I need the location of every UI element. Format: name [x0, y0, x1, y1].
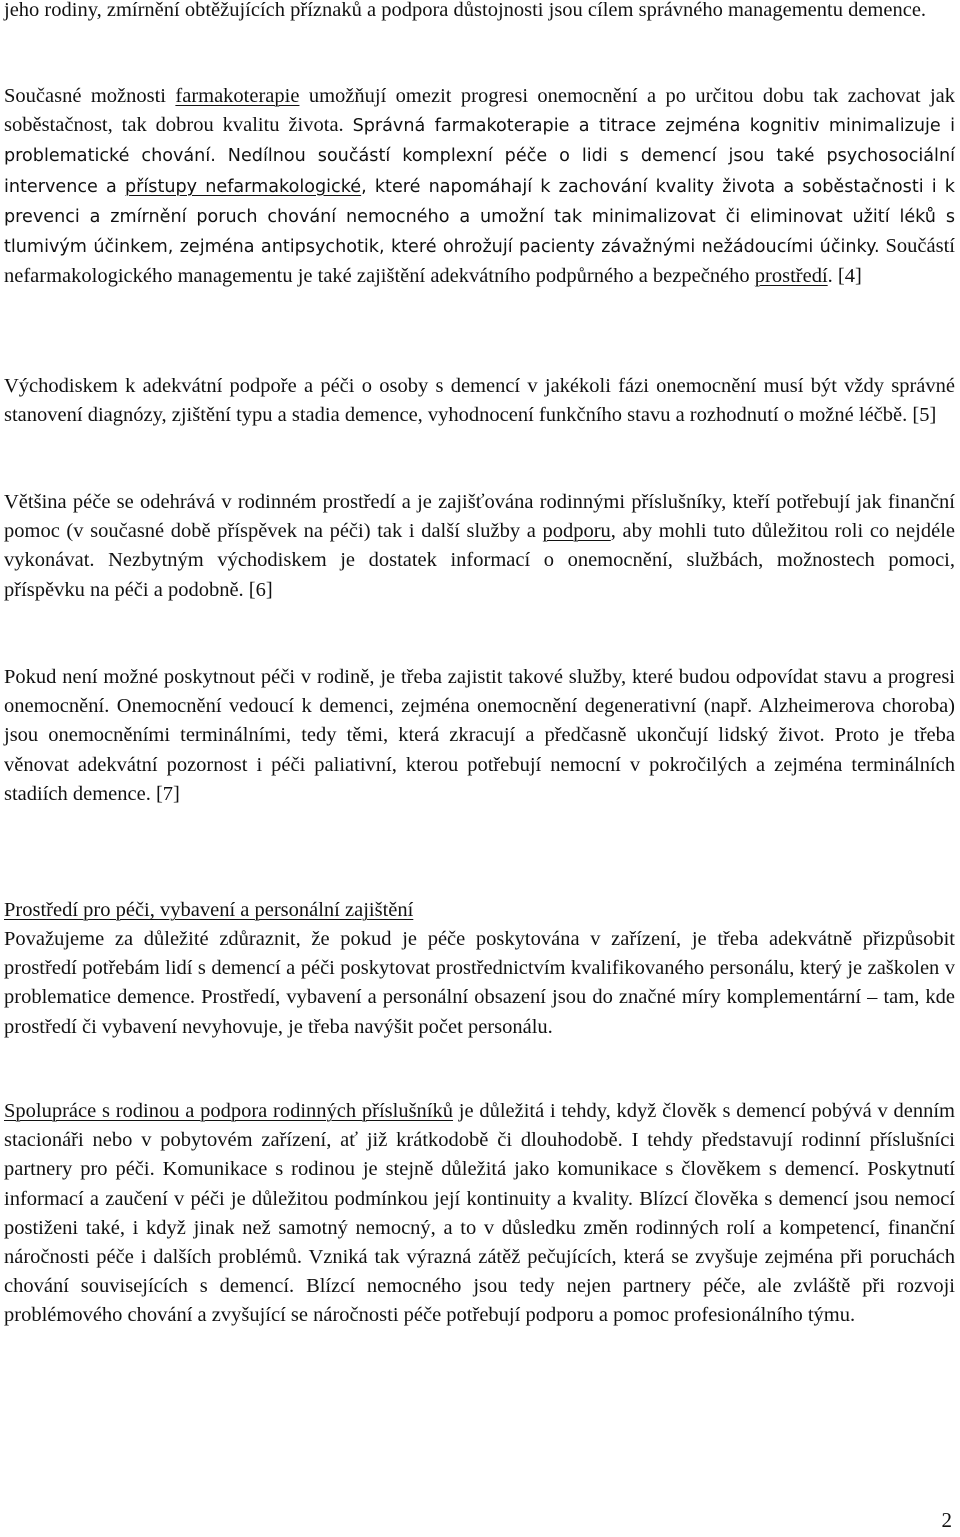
- paragraph-5-text: Pokud není možné poskytnout péči v rodině, je třeba zajistit takové služby, které budou odpovídat stavu a progresi onemocnění. Onemocnění vedoucí k demenci, zejména onemocnění degenerativní (např. Alzheimerova choroba) jsou onemocněními terminálními, tedy těmi, která zkracují a předčasně ukončují lidský život. Proto je třeba věnovat adekvátní pozornost i péči paliativní, kterou potřebují nemocní v pokročilých a zejména terminálních stadiích demence. [7]: [4, 666, 955, 805]
- paragraph-2: [4, 82, 955, 291]
- paragraph-5: [4, 663, 955, 809]
- paragraph-2-sans-text-2: Nedílnou součástí komplexní péče o lidi s demencí jsou také psychosociální intervence a: [4, 146, 955, 197]
- paragraph-1: [4, 0, 926, 25]
- paragraph-2-text-d: . [4]: [827, 265, 862, 288]
- paragraph-2-text-a: Současné možnosti: [4, 85, 176, 107]
- paragraph-2-text-c: Součástí nefarmakologického managementu je také zajištění adekvátního podpůrného a bezpečného: [4, 235, 956, 288]
- paragraph-7: [4, 1097, 955, 1331]
- spoluprace-s-rodinou-link[interactable]: Spolupráce s rodinou a podpora rodinných příslušníků: [4, 1100, 454, 1122]
- paragraph-2-sans-text-1: Správná farmakoterapie a titrace zejména kognitiv minimalizuje i problematické chování.: [4, 116, 955, 167]
- section-heading-link[interactable]: Prostředí pro péči, vybavení a personální zajištění: [4, 899, 414, 921]
- paragraph-7-text: je důležitá i tehdy, když člověk s demencí pobývá v denním stacionáři nebo v pobytovém zařízení, ať již krátkodobě či dlouhodobě. I tehdy představují rodinní příslušníci partnery pro péči. Komunikace s rodinou je stejně důležitá jako komunikace s člověkem s demencí. Poskytnutí informací a zaučení v péči je důležitou podmínkou její kontinuity a kvality. Blízcí člověka s demencí jsou nemocí postiženi také, i když jinak než samotný nemocný, a to v důsledku změn rodinných rolí a kompetencí, finanční náročnosti péče i dalších problémů. Vzniká tak výrazná zátěž pečujících, která se zvyšuje zejména při poruchách chování souvisejících s demencí. Blízcí nemocného jsou tedy nejen partnery péče, ale zvláště při rozvoji problémového chování a zvyšující se náročnosti péče potřebují podporu a pomoc profesionálního týmu.: [4, 1100, 956, 1327]
- section-heading: [4, 896, 413, 925]
- nefarmakologicke-pristupy-link[interactable]: přístupy nefarmakologické: [124, 176, 362, 197]
- paragraph-4-text-b: , aby mohli tuto důležitou roli co nejdéle vykonávat. Nezbytným východiskem je dostatek informací o onemocnění, službách, možnostech pomoci, příspěvku na péči a podobně. [6]: [4, 520, 955, 601]
- paragraph-3-text: Východiskem k adekvátní podpoře a péči o osoby s demencí v jakékoli fázi onemocnění musí být vždy správné stanovení diagnózy, zjištění typu a stadia demence, vyhodnocení funkčního stavu a rozhodnutí o možné léčbě. [5]: [4, 375, 955, 427]
- paragraph-3: [4, 372, 955, 430]
- paragraph-4: [4, 488, 955, 605]
- paragraph-6: [4, 925, 955, 1042]
- paragraph-1-text: jeho rodiny, zmírnění obtěžujících příznaků a podpora důstojnosti jsou cílem správného managementu demence.: [4, 0, 927, 21]
- paragraph-6-text: Považujeme za důležité zdůraznit, že pokud je péče poskytována v zařízení, je třeba adekvátně přizpůsobit prostředí potřebám lidí s demencí a péči poskytovat prostřednictvím kvalifikovaného personálu, který je zaškolen v problematice demence. Prostředí, vybavení a personální obsazení jsou do značné míry komplementární – tam, kde prostředí či vybavení nevyhovuje, je třeba navýšit počet personálu.: [4, 928, 955, 1038]
- paragraph-2-sans-text-3: , které napomáhají k zachování kvality života a soběstačnosti i k prevenci a zmírnění poruch chování nemocného a umožní tak minimalizovat či eliminovat užití léků s tlumivým účinkem, zejména antipsychotik, které ohrožují pacienty závažnými nežádoucími účinky.: [4, 176, 955, 258]
- farmakoterapie-link[interactable]: farmakoterapie: [175, 85, 300, 107]
- prostredi-link[interactable]: prostředí: [754, 265, 828, 288]
- paragraph-4-text-a: Většina péče se odehrává v rodinném prostředí a je zajišťována rodinnými příslušníky, kteří potřebují jak finanční pomoc (v současné době příspěvek na péči) tak i další služby a: [4, 491, 955, 543]
- podpora-link[interactable]: podporu: [542, 520, 611, 543]
- paragraph-2-text-b: umožňují omezit progresi onemocnění a po určitou dobu tak zachovat jak soběstačnost, tak dobrou kvalitu života.: [4, 85, 955, 137]
- page-number: 2: [941, 1508, 952, 1532]
